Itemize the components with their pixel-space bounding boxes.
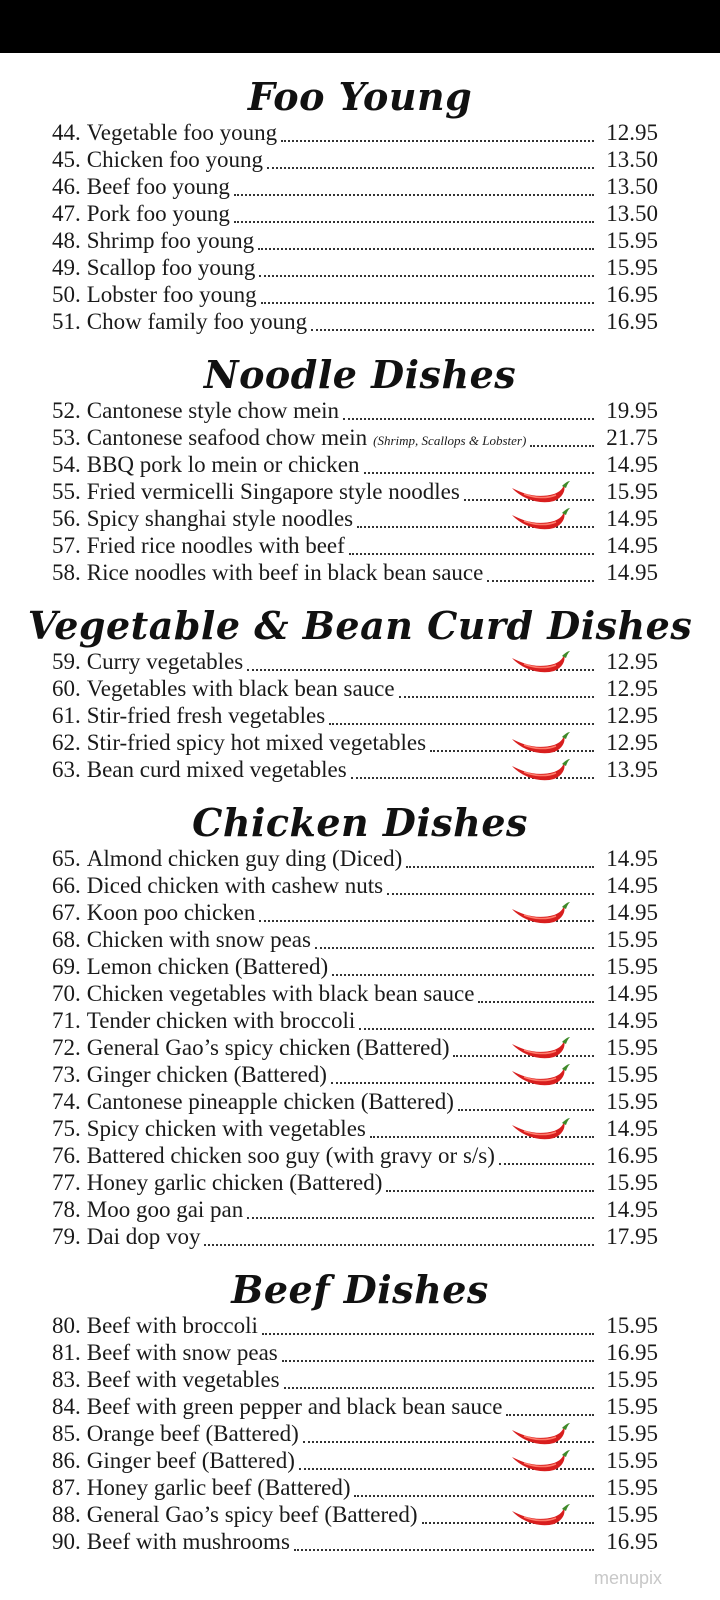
item-name: Beef with vegetables (86, 1367, 280, 1392)
item-number: 90. (52, 1529, 81, 1554)
item-price: 14.95 (606, 560, 658, 585)
dot-leader (343, 418, 594, 420)
dot-leader (262, 1333, 594, 1335)
dot-leader (364, 472, 594, 474)
chili-pepper-icon (510, 506, 572, 532)
item-price: 15.95 (606, 1089, 658, 1114)
item-number: 78. (52, 1197, 81, 1222)
item-name: Diced chicken with cashew nuts (86, 873, 384, 898)
item-name: Beef foo young (86, 174, 230, 199)
item-name: Vegetable foo young (86, 120, 278, 145)
item-name: Honey garlic beef (Battered) (86, 1475, 351, 1500)
item-number: 68. (52, 927, 81, 952)
dot-leader (234, 221, 594, 223)
item-name: Orange beef (Battered) (86, 1421, 299, 1446)
menu-item-list (0, 1312, 720, 1555)
item-name: Ginger chicken (Battered) (86, 1062, 327, 1087)
item-price: 12.95 (606, 676, 658, 701)
dot-leader (406, 866, 594, 868)
item-price: 13.50 (606, 201, 658, 226)
section-title: Noodle Dishes (203, 352, 517, 397)
chili-pepper-icon (510, 900, 572, 926)
item-price: 15.95 (606, 228, 658, 253)
menu-item (0, 980, 720, 1007)
item-name: Stir-fried fresh vegetables (86, 703, 326, 728)
menu-item (0, 308, 720, 335)
item-name: Lemon chicken (Battered) (86, 954, 329, 979)
item-number: 50. (52, 282, 81, 307)
item-name: Fried rice noodles with beef (86, 533, 345, 558)
item-note: (Shrimp, Scallops & Lobster) (373, 433, 527, 448)
dot-leader (315, 947, 594, 949)
item-number: 74. (52, 1089, 81, 1114)
item-price: 13.95 (606, 757, 658, 782)
dot-leader (284, 1387, 594, 1389)
menu-item (0, 1339, 720, 1366)
dot-leader (281, 140, 594, 142)
item-name: Beef with broccoli (86, 1313, 258, 1338)
item-number: 51. (52, 309, 81, 334)
menu-item (0, 1501, 720, 1528)
item-price: 13.50 (606, 147, 658, 172)
dot-leader (499, 1163, 594, 1165)
menu-item (0, 478, 720, 505)
item-number: 79. (52, 1224, 81, 1249)
menu-page (0, 53, 720, 1555)
item-price: 15.95 (606, 1394, 658, 1419)
item-number: 72. (52, 1035, 81, 1060)
item-price: 14.95 (606, 533, 658, 558)
menu-item (0, 1169, 720, 1196)
chili-pepper-icon (510, 1502, 572, 1528)
menu-item (0, 1142, 720, 1169)
dot-leader (332, 974, 594, 976)
item-price: 16.95 (606, 1340, 658, 1365)
item-name: Stir-fried spicy hot mixed vegetables (86, 730, 427, 755)
menu-item (0, 1223, 720, 1250)
menu-section (0, 1268, 720, 1555)
dot-leader (258, 248, 594, 250)
chili-pepper-icon (510, 730, 572, 756)
item-price: 15.95 (606, 954, 658, 979)
menu-item (0, 1088, 720, 1115)
menu-item (0, 200, 720, 227)
menu-item (0, 899, 720, 926)
item-price: 16.95 (606, 1143, 658, 1168)
item-price: 15.95 (606, 927, 658, 952)
item-price: 15.95 (606, 1502, 658, 1527)
item-price: 14.95 (606, 1116, 658, 1141)
header-bar (0, 0, 720, 53)
item-name: Tender chicken with broccoli (86, 1008, 356, 1033)
item-number: 63. (52, 757, 81, 782)
menu-item (0, 872, 720, 899)
menu-item (0, 227, 720, 254)
item-name: Moo goo gai pan (86, 1197, 244, 1222)
item-price: 12.95 (606, 730, 658, 755)
item-price: 15.95 (606, 1367, 658, 1392)
item-price: 14.95 (606, 1197, 658, 1222)
dot-leader (506, 1414, 594, 1416)
item-number: 59. (52, 649, 81, 674)
menu-item (0, 1061, 720, 1088)
chili-pepper-icon (510, 1116, 572, 1142)
item-price: 13.50 (606, 174, 658, 199)
watermark: menupix (593, 1568, 662, 1588)
item-number: 87. (52, 1475, 81, 1500)
item-number: 57. (52, 533, 81, 558)
dot-leader (478, 1001, 594, 1003)
menu-section (0, 75, 720, 335)
item-number: 73. (52, 1062, 81, 1087)
menu-item (0, 1034, 720, 1061)
dot-leader (349, 553, 594, 555)
item-name: Chicken foo young (86, 147, 264, 172)
menu-item (0, 1420, 720, 1447)
item-number: 54. (52, 452, 81, 477)
item-name: Chicken vegetables with black bean sauce (86, 981, 475, 1006)
item-name: Beef with mushrooms (86, 1529, 290, 1554)
item-name: Honey garlic chicken (Battered) (86, 1170, 383, 1195)
dot-leader (282, 1360, 594, 1362)
menu-item-list (0, 119, 720, 335)
item-name: Lobster foo young (86, 282, 257, 307)
item-number: 44. (52, 120, 81, 145)
item-number: 58. (52, 560, 81, 585)
item-name: Curry vegetables (86, 649, 244, 674)
item-name: Pork foo young (86, 201, 230, 226)
item-number: 83. (52, 1367, 81, 1392)
menu-item (0, 1312, 720, 1339)
menu-item (0, 702, 720, 729)
menu-item (0, 173, 720, 200)
item-number: 53. (52, 425, 81, 450)
menu-item (0, 1115, 720, 1142)
item-number: 66. (52, 873, 81, 898)
item-name: BBQ pork lo mein or chicken (86, 452, 360, 477)
item-price: 15.95 (606, 479, 658, 504)
item-price: 14.95 (606, 1008, 658, 1033)
item-price: 12.95 (606, 120, 658, 145)
dot-leader (530, 445, 594, 447)
menu-item (0, 451, 720, 478)
item-number: 47. (52, 201, 81, 226)
menu-item (0, 397, 720, 424)
dot-leader (387, 893, 594, 895)
item-number: 81. (52, 1340, 81, 1365)
dot-leader (267, 167, 594, 169)
menu-item (0, 424, 720, 451)
item-name: Battered chicken soo guy (with gravy or s/s) (86, 1143, 495, 1168)
menu-item (0, 532, 720, 559)
item-name: Scallop foo young (86, 255, 256, 280)
item-name: Beef with green pepper and black bean sauce (86, 1394, 503, 1419)
menu-item (0, 281, 720, 308)
item-price: 12.95 (606, 649, 658, 674)
menu-item-list (0, 648, 720, 783)
item-number: 49. (52, 255, 81, 280)
dot-leader (458, 1109, 594, 1111)
menu-item (0, 675, 720, 702)
item-name: Spicy chicken with vegetables (86, 1116, 366, 1141)
item-number: 67. (52, 900, 81, 925)
item-number: 62. (52, 730, 81, 755)
menu-item (0, 926, 720, 953)
item-price: 16.95 (606, 1529, 658, 1554)
item-name: Vegetables with black bean sauce (86, 676, 395, 701)
item-number: 80. (52, 1313, 81, 1338)
dot-leader (204, 1244, 594, 1246)
item-number: 75. (52, 1116, 81, 1141)
menu-section (0, 604, 720, 783)
item-number: 48. (52, 228, 81, 253)
menu-item (0, 756, 720, 783)
chili-pepper-icon (510, 757, 572, 783)
item-name: Dai dop voy (86, 1224, 201, 1249)
item-name: Fried vermicelli Singapore style noodles (86, 479, 460, 504)
item-price: 15.95 (606, 1313, 658, 1338)
menu-item (0, 1366, 720, 1393)
item-price: 19.95 (606, 398, 658, 423)
item-number: 76. (52, 1143, 81, 1168)
item-name: Shrimp foo young (86, 228, 255, 253)
item-number: 61. (52, 703, 81, 728)
item-price: 15.95 (606, 1448, 658, 1473)
menu-section (0, 353, 720, 586)
chili-pepper-icon (510, 649, 572, 675)
item-number: 85. (52, 1421, 81, 1446)
chili-pepper-icon (510, 1448, 572, 1474)
chili-pepper-icon (510, 1421, 572, 1447)
item-name: Cantonese seafood chow mein (86, 425, 368, 450)
item-number: 86. (52, 1448, 81, 1473)
menu-item-list (0, 845, 720, 1250)
dot-leader (487, 580, 594, 582)
menu-item (0, 953, 720, 980)
item-number: 55. (52, 479, 81, 504)
section-title: Chicken Dishes (192, 800, 528, 845)
chili-pepper-icon (510, 1062, 572, 1088)
menu-item (0, 1528, 720, 1555)
item-price: 14.95 (606, 900, 658, 925)
item-number: 52. (52, 398, 81, 423)
item-name: Chicken with snow peas (86, 927, 311, 952)
dot-leader (386, 1190, 594, 1192)
dot-leader (329, 723, 594, 725)
chili-pepper-icon (510, 1035, 572, 1061)
item-price: 14.95 (606, 981, 658, 1006)
item-price: 15.95 (606, 255, 658, 280)
menu-item (0, 845, 720, 872)
item-price: 21.75 (606, 425, 658, 450)
item-price: 14.95 (606, 873, 658, 898)
dot-leader (294, 1549, 594, 1551)
item-price: 15.95 (606, 1062, 658, 1087)
item-name: General Gao’s spicy chicken (Battered) (86, 1035, 450, 1060)
dot-leader (359, 1028, 594, 1030)
item-number: 71. (52, 1008, 81, 1033)
menu-item (0, 1393, 720, 1420)
menu-item (0, 559, 720, 586)
item-name: Cantonese style chow mein (86, 398, 340, 423)
dot-leader (399, 696, 594, 698)
item-number: 84. (52, 1394, 81, 1419)
item-price: 14.95 (606, 452, 658, 477)
section-title: Vegetable & Bean Curd Dishes (27, 603, 693, 648)
item-number: 77. (52, 1170, 81, 1195)
item-price: 16.95 (606, 309, 658, 334)
item-number: 69. (52, 954, 81, 979)
item-number: 70. (52, 981, 81, 1006)
item-name: Koon poo chicken (86, 900, 256, 925)
menu-item (0, 648, 720, 675)
menu-item (0, 1196, 720, 1223)
item-number: 65. (52, 846, 81, 871)
item-price: 14.95 (606, 506, 658, 531)
dot-leader (234, 194, 594, 196)
dot-leader (311, 329, 594, 331)
item-number: 46. (52, 174, 81, 199)
item-price: 17.95 (606, 1224, 658, 1249)
item-price: 15.95 (606, 1475, 658, 1500)
item-price: 15.95 (606, 1421, 658, 1446)
item-name: Cantonese pineapple chicken (Battered) (86, 1089, 454, 1114)
menu-item (0, 119, 720, 146)
item-name: Almond chicken guy ding (Diced) (86, 846, 403, 871)
menu-item-list (0, 397, 720, 586)
menu-section (0, 801, 720, 1250)
chili-pepper-icon (510, 479, 572, 505)
item-name: Chow family foo young (86, 309, 308, 334)
menu-item (0, 1007, 720, 1034)
item-number: 56. (52, 506, 81, 531)
item-price: 16.95 (606, 282, 658, 307)
menu-item (0, 1474, 720, 1501)
dot-leader (247, 1217, 594, 1219)
menu-item (0, 505, 720, 532)
dot-leader (261, 302, 594, 304)
item-name: Spicy shanghai style noodles (86, 506, 354, 531)
item-number: 60. (52, 676, 81, 701)
menu-item (0, 254, 720, 281)
item-number: 45. (52, 147, 81, 172)
dot-leader (354, 1495, 594, 1497)
menu-item (0, 1447, 720, 1474)
item-name: General Gao’s spicy beef (Battered) (86, 1502, 418, 1527)
item-price: 14.95 (606, 846, 658, 871)
item-name: Ginger beef (Battered) (86, 1448, 295, 1473)
section-title: Foo Young (247, 74, 473, 119)
item-price: 15.95 (606, 1035, 658, 1060)
item-price: 12.95 (606, 703, 658, 728)
menu-item (0, 729, 720, 756)
item-number: 88. (52, 1502, 81, 1527)
section-title: Beef Dishes (231, 1267, 489, 1312)
item-name: Beef with snow peas (86, 1340, 278, 1365)
menu-item (0, 146, 720, 173)
dot-leader (259, 275, 594, 277)
item-name: Bean curd mixed vegetables (86, 757, 347, 782)
item-name: Rice noodles with beef in black bean sauce (86, 560, 484, 585)
item-price: 15.95 (606, 1170, 658, 1195)
